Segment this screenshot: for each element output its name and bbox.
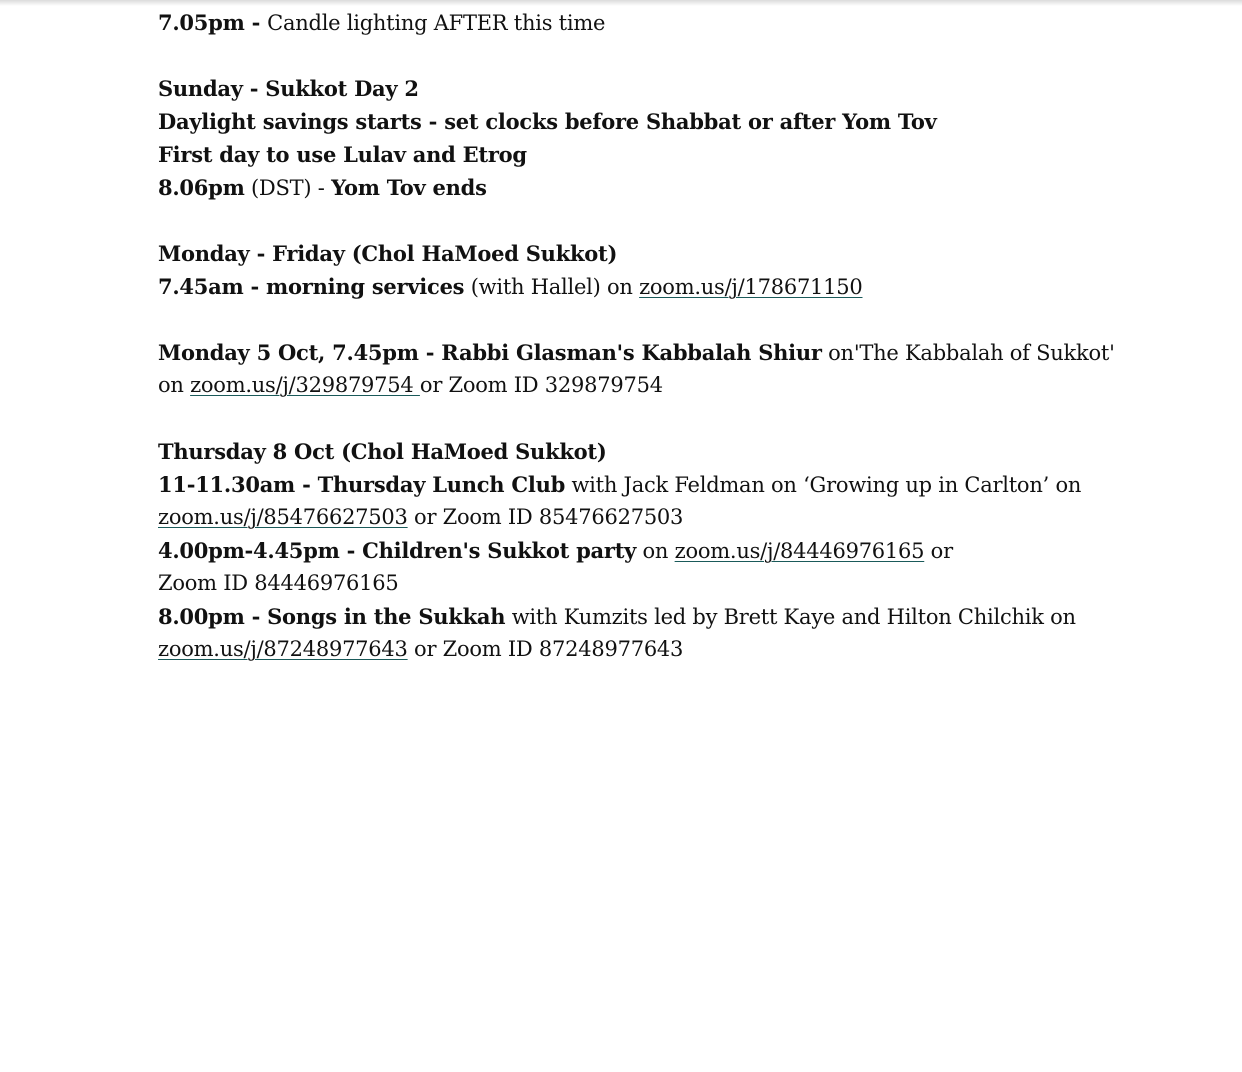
yom-tov-ends-line bbox=[158, 171, 1158, 204]
songs-zoom-link[interactable]: zoom.us/j/87248977643 bbox=[158, 637, 408, 661]
yom-tov-end-time: 8.06pm bbox=[158, 175, 245, 200]
shiur-label: Monday 5 Oct, 7.45pm - Rabbi Glasman's Kabbalah Shiur bbox=[158, 340, 822, 365]
candle-lighting-text: Candle lighting AFTER this time bbox=[267, 11, 606, 35]
songs-label: 8.00pm - Songs in the Sukkah bbox=[158, 604, 506, 629]
spacer bbox=[158, 39, 1158, 72]
sukkot-party-line bbox=[158, 534, 1158, 567]
shiur-zoom-id: or Zoom ID 329879754 bbox=[419, 373, 663, 397]
sukkot-party-or: or bbox=[924, 539, 953, 563]
spacer bbox=[158, 204, 1158, 237]
candle-lighting-separator: - bbox=[244, 10, 268, 35]
lunch-club-zoom-link[interactable]: zoom.us/j/85476627503 bbox=[158, 505, 408, 529]
dst-notice: Daylight savings starts - set clocks before Shabbat or after Yom Tov bbox=[158, 109, 937, 134]
lulav-notice: First day to use Lulav and Etrog bbox=[158, 142, 527, 167]
morning-services-line bbox=[158, 270, 1158, 303]
shiur-line bbox=[158, 336, 1158, 369]
yom-tov-end-dst: (DST) - bbox=[244, 176, 332, 200]
spacer bbox=[158, 402, 1158, 435]
shiur-on: on bbox=[158, 373, 191, 397]
candle-lighting-line bbox=[158, 6, 1158, 39]
songs-line bbox=[158, 600, 1158, 633]
candle-lighting-time: 7.05pm bbox=[158, 10, 245, 35]
lunch-club-zoom-id: or Zoom ID 85476627503 bbox=[407, 505, 684, 529]
thursday-heading: Thursday 8 Oct (Chol HaMoed Sukkot) bbox=[158, 439, 607, 464]
songs-zoom-id: or Zoom ID 87248977643 bbox=[407, 637, 684, 661]
morning-services-zoom-link[interactable]: zoom.us/j/178671150 bbox=[639, 275, 863, 299]
morning-services-text: (with Hallel) on bbox=[464, 275, 640, 299]
sunday-heading: Sunday - Sukkot Day 2 bbox=[158, 76, 419, 101]
songs-text: with Kumzits led by Brett Kaye and Hilton Chilchik on bbox=[505, 605, 1076, 629]
lunch-club-label: 11-11.30am - Thursday Lunch Club bbox=[158, 472, 566, 497]
lunch-club-link-line bbox=[158, 501, 1158, 534]
sukkot-party-zoom-link[interactable]: zoom.us/j/84446976165 bbox=[674, 539, 925, 563]
shiur-topic: on'The Kabbalah of Sukkot' bbox=[821, 341, 1115, 365]
sukkot-party-label: 4.00pm-4.45pm - Children's Sukkot party bbox=[158, 538, 637, 563]
songs-link-line bbox=[158, 633, 1158, 666]
lunch-club-line bbox=[158, 468, 1158, 501]
sukkot-party-zoom-id: Zoom ID 84446976165 bbox=[158, 571, 399, 595]
document-page bbox=[158, 6, 1158, 666]
yom-tov-end-text: Yom Tov ends bbox=[331, 175, 487, 200]
shiur-zoom-link[interactable]: zoom.us/j/329879754 bbox=[190, 373, 420, 397]
lunch-club-text: with Jack Feldman on ‘Growing up in Carlton’ on bbox=[565, 473, 1082, 497]
shiur-link-line bbox=[158, 369, 1158, 402]
chol-hamoed-heading: Monday - Friday (Chol HaMoed Sukkot) bbox=[158, 241, 618, 266]
sukkot-party-on: on bbox=[636, 539, 675, 563]
spacer bbox=[158, 303, 1158, 336]
morning-services-label: 7.45am - morning services bbox=[158, 274, 465, 299]
